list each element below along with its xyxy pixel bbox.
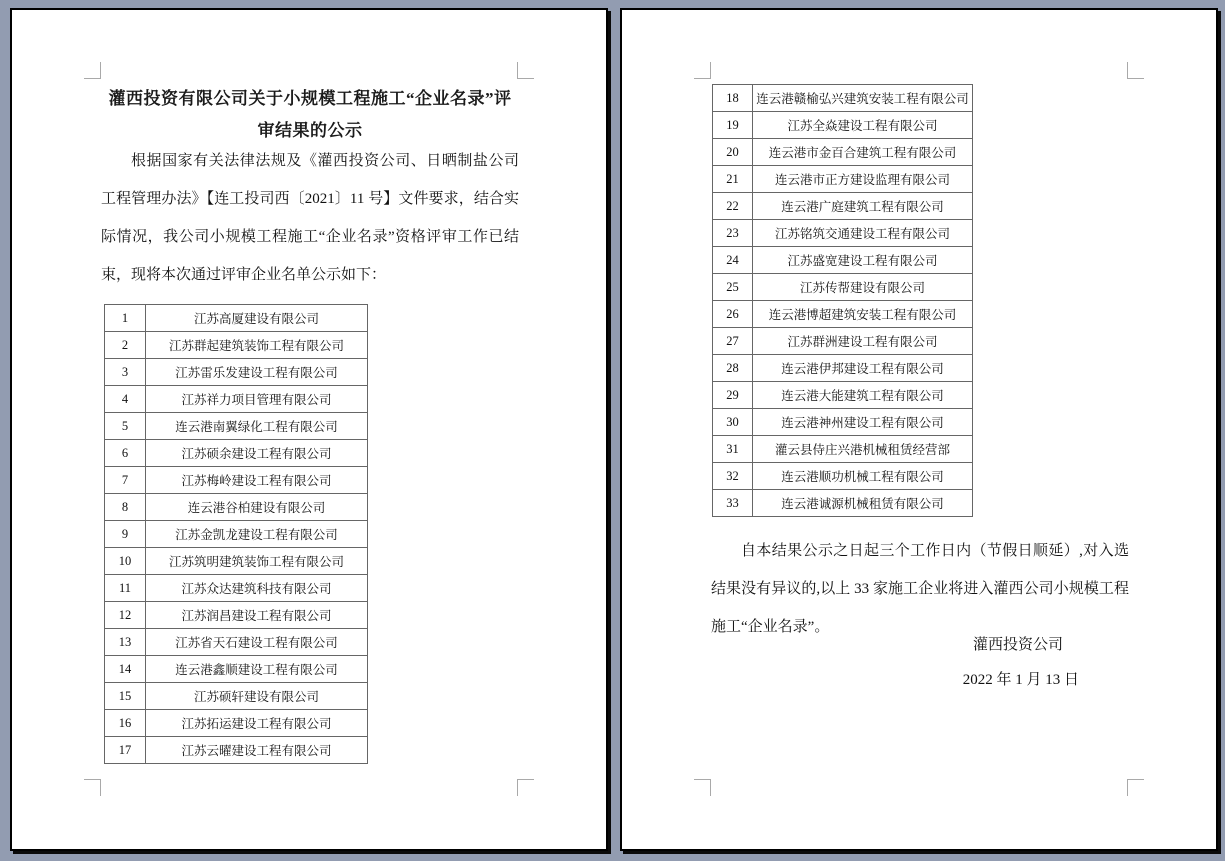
company-table-body xyxy=(105,305,368,764)
company-name-cell: 连云港博超建筑安装工程有限公司 xyxy=(753,301,973,328)
company-name-cell: 连云港神州建设工程有限公司 xyxy=(753,409,973,436)
row-number-cell: 8 xyxy=(105,494,146,521)
table-row xyxy=(713,409,973,436)
row-number-cell: 1 xyxy=(105,305,146,332)
table-row xyxy=(713,463,973,490)
company-name-cell: 江苏群起建筑装饰工程有限公司 xyxy=(146,332,368,359)
table-row xyxy=(105,440,368,467)
margin-crop-mark xyxy=(84,62,101,79)
row-number-cell: 23 xyxy=(713,220,753,247)
row-number-cell: 9 xyxy=(105,521,146,548)
margin-crop-mark xyxy=(517,62,534,79)
company-name-cell: 江苏铭筑交通建设工程有限公司 xyxy=(753,220,973,247)
row-number-cell: 16 xyxy=(105,710,146,737)
table-row xyxy=(105,521,368,548)
margin-crop-mark xyxy=(84,779,101,796)
table-row xyxy=(105,386,368,413)
table-row xyxy=(713,436,973,463)
company-name-cell: 江苏高厦建设有限公司 xyxy=(146,305,368,332)
row-number-cell: 14 xyxy=(105,656,146,683)
company-table-page1 xyxy=(104,304,368,764)
table-row xyxy=(713,166,973,193)
document-page-2[interactable] xyxy=(620,8,1218,851)
row-number-cell: 3 xyxy=(105,359,146,386)
row-number-cell: 27 xyxy=(713,328,753,355)
company-name-cell: 江苏省天石建设工程有限公司 xyxy=(146,629,368,656)
table-row xyxy=(105,710,368,737)
company-name-cell: 连云港谷柏建设有限公司 xyxy=(146,494,368,521)
company-name-cell: 连云港赣榆弘兴建筑安装工程有限公司 xyxy=(753,85,973,112)
company-table-body xyxy=(713,85,973,517)
company-name-cell: 江苏拓运建设工程有限公司 xyxy=(146,710,368,737)
table-row xyxy=(105,602,368,629)
company-name-cell: 江苏梅岭建设工程有限公司 xyxy=(146,467,368,494)
document-title: 灌西投资有限公司关于小规模工程施工“企业名录”评审结果的公示 xyxy=(108,89,512,140)
row-number-cell: 10 xyxy=(105,548,146,575)
table-row xyxy=(713,301,973,328)
company-name-cell: 江苏云曜建设工程有限公司 xyxy=(146,737,368,764)
margin-crop-mark xyxy=(694,779,711,796)
row-number-cell: 21 xyxy=(713,166,753,193)
company-name-cell: 江苏筑明建筑装饰工程有限公司 xyxy=(146,548,368,575)
margin-crop-mark xyxy=(1127,62,1144,79)
company-table-page2 xyxy=(712,84,973,517)
row-number-cell: 24 xyxy=(713,247,753,274)
table-row xyxy=(105,575,368,602)
row-number-cell: 6 xyxy=(105,440,146,467)
company-name-cell: 江苏全焱建设工程有限公司 xyxy=(753,112,973,139)
row-number-cell: 22 xyxy=(713,193,753,220)
table-row xyxy=(713,274,973,301)
table-row xyxy=(105,467,368,494)
company-name-cell: 江苏祥力项目管理有限公司 xyxy=(146,386,368,413)
row-number-cell: 20 xyxy=(713,139,753,166)
signature-block xyxy=(711,635,1129,690)
table-row xyxy=(105,332,368,359)
row-number-cell: 11 xyxy=(105,575,146,602)
table-row xyxy=(713,382,973,409)
company-name-cell: 江苏雷乐发建设工程有限公司 xyxy=(146,359,368,386)
table-row xyxy=(713,139,973,166)
row-number-cell: 18 xyxy=(713,85,753,112)
row-number-cell: 25 xyxy=(713,274,753,301)
row-number-cell: 15 xyxy=(105,683,146,710)
company-name-cell: 江苏硕余建设工程有限公司 xyxy=(146,440,368,467)
table-row xyxy=(105,656,368,683)
row-number-cell: 31 xyxy=(713,436,753,463)
table-row xyxy=(713,193,973,220)
company-name-cell: 江苏金凯龙建设工程有限公司 xyxy=(146,521,368,548)
row-number-cell: 12 xyxy=(105,602,146,629)
table-row xyxy=(105,737,368,764)
intro-paragraph: 根据国家有关法律法规及《灌西投资公司、日晒制盐公司工程管理办法》【连工投司西〔2021〕11 号】文件要求，结合实际情况，我公司小规模工程施工“企业名录”资格评审工作已结束，现将本次通过评审企业名单公示如下： xyxy=(101,153,519,283)
company-name-cell: 江苏润昌建设工程有限公司 xyxy=(146,602,368,629)
signature-date: 2022 年 1 月 13 日 xyxy=(962,672,1079,688)
document-page-1[interactable] xyxy=(10,8,608,851)
margin-crop-mark xyxy=(694,62,711,79)
company-name-cell: 连云港南翼绿化工程有限公司 xyxy=(146,413,368,440)
row-number-cell: 28 xyxy=(713,355,753,382)
company-name-cell: 连云港顺功机械工程有限公司 xyxy=(753,463,973,490)
table-row xyxy=(105,359,368,386)
row-number-cell: 30 xyxy=(713,409,753,436)
table-row xyxy=(105,494,368,521)
table-row xyxy=(713,85,973,112)
row-number-cell: 7 xyxy=(105,467,146,494)
margin-crop-mark xyxy=(517,779,534,796)
table-row xyxy=(105,548,368,575)
row-number-cell: 26 xyxy=(713,301,753,328)
row-number-cell: 17 xyxy=(105,737,146,764)
table-row xyxy=(713,490,973,517)
signature-company: 灌西投资公司 xyxy=(972,637,1063,653)
row-number-cell: 2 xyxy=(105,332,146,359)
table-row xyxy=(713,112,973,139)
company-name-cell: 连云港鑫顺建设工程有限公司 xyxy=(146,656,368,683)
closing-paragraph: 自本结果公示之日起三个工作日内（节假日顺延）,对入选结果没有异议的,以上 33 家施工企业将进入灌西公司小规模工程施工“企业名录”。 xyxy=(711,543,1129,635)
company-name-cell: 江苏众达建筑科技有限公司 xyxy=(146,575,368,602)
margin-crop-mark xyxy=(1127,779,1144,796)
company-name-cell: 连云港诚源机械租赁有限公司 xyxy=(753,490,973,517)
table-row xyxy=(713,328,973,355)
row-number-cell: 5 xyxy=(105,413,146,440)
company-name-cell: 连云港市正方建设监理有限公司 xyxy=(753,166,973,193)
company-name-cell: 连云港广庭建筑工程有限公司 xyxy=(753,193,973,220)
company-name-cell: 江苏群洲建设工程有限公司 xyxy=(753,328,973,355)
row-number-cell: 33 xyxy=(713,490,753,517)
company-name-cell: 连云港伊邦建设工程有限公司 xyxy=(753,355,973,382)
row-number-cell: 32 xyxy=(713,463,753,490)
table-row xyxy=(105,413,368,440)
company-name-cell: 江苏盛宽建设工程有限公司 xyxy=(753,247,973,274)
table-row xyxy=(713,247,973,274)
company-name-cell: 连云港大能建筑工程有限公司 xyxy=(753,382,973,409)
row-number-cell: 29 xyxy=(713,382,753,409)
row-number-cell: 19 xyxy=(713,112,753,139)
table-row xyxy=(105,683,368,710)
table-row xyxy=(105,305,368,332)
company-name-cell: 灌云县侍庄兴港机械租赁经营部 xyxy=(753,436,973,463)
table-row xyxy=(713,355,973,382)
company-name-cell: 连云港市金百合建筑工程有限公司 xyxy=(753,139,973,166)
table-row xyxy=(105,629,368,656)
table-row xyxy=(713,220,973,247)
row-number-cell: 13 xyxy=(105,629,146,656)
company-name-cell: 江苏硕轩建设有限公司 xyxy=(146,683,368,710)
company-name-cell: 江苏传帮建设有限公司 xyxy=(753,274,973,301)
row-number-cell: 4 xyxy=(105,386,146,413)
